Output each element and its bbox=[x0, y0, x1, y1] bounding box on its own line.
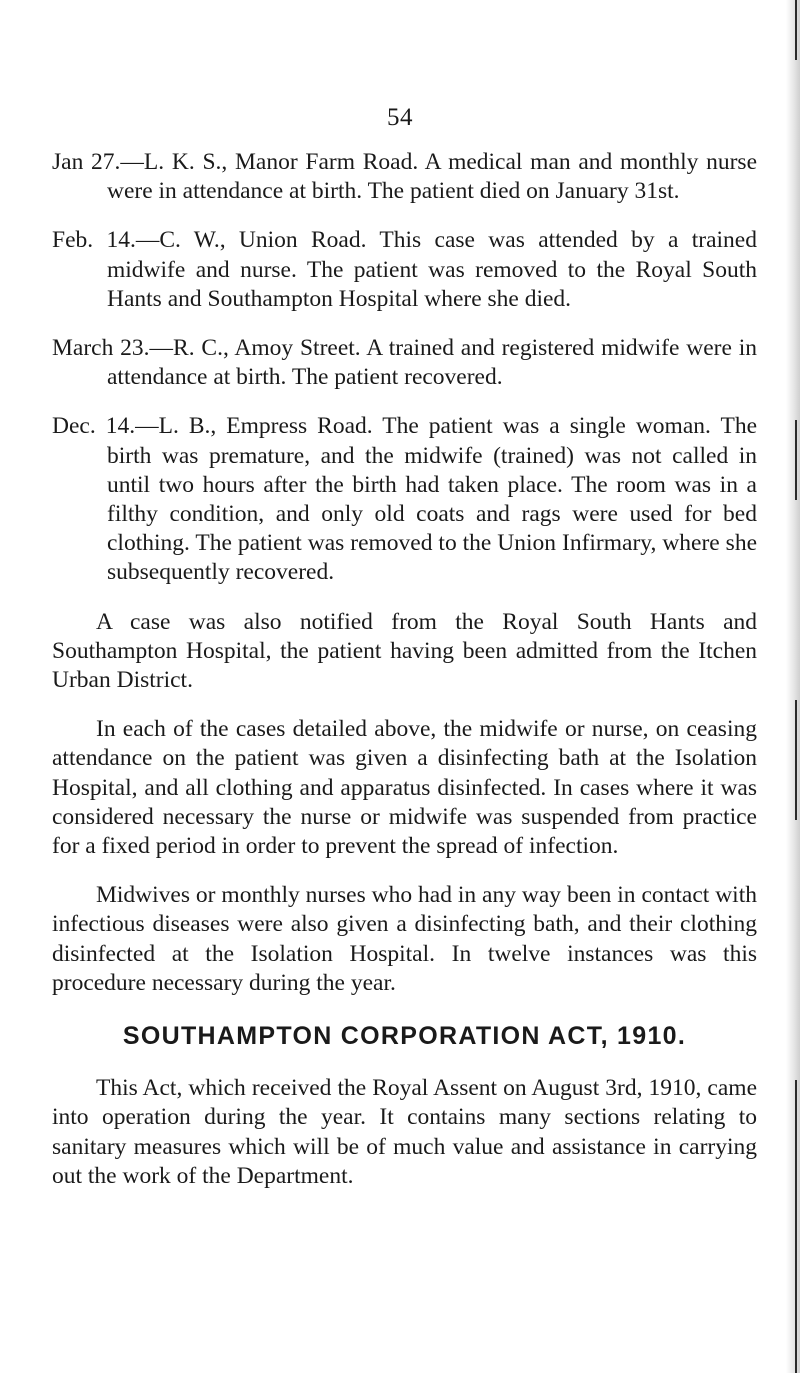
paragraph-disinfection: In each of the cases detailed above, the midwife or nurse, on ceasing attendance on the patient was given a disinfecting bath at the Isolation Hospital, and all clothing and apparatus disinfected. In cases where it was considered necessary the nurse or midwife was suspended from practice for a fixed period in order to prevent the spread of infection. bbox=[52, 716, 757, 860]
paragraph-midwives: Midwives or monthly nurses who had in any way been in contact with infectious diseases were also given a disinfecting bath, and their clothing disinfected at the Isolation Hospital. In twelve instances was this procedure necessary during the year. bbox=[52, 882, 757, 996]
case-entry-jan-27: Jan 27.—L. K. S., Manor Farm Road. A medical man and monthly nurse were in attendance at birth. The patient died on January 31st. bbox=[52, 149, 757, 205]
page-body bbox=[52, 148, 757, 1211]
page-number: 54 bbox=[387, 104, 413, 131]
paragraph-itchen-case: A case was also notified from the Royal South Hants and Southampton Hospital, the patient having been admitted from the Itchen Urban District. bbox=[52, 608, 757, 694]
page-edge-line bbox=[795, 700, 797, 820]
case-entry-feb-14: Feb. 14.—C. W., Union Road. This case was attended by a trained midwife and nurse. The patient was removed to the Royal South Hants and Southampton Hospital where she died. bbox=[52, 227, 757, 312]
section-heading: SOUTHAMPTON CORPORATION ACT, 1910. bbox=[122, 1022, 687, 1051]
paragraph-act: This Act, which received the Royal Assent on August 3rd, 1910, came into operation during the year. It contains many sections relating to sanitary measures which will be of much value and assistance in carrying out the work of the Department. bbox=[52, 1075, 757, 1189]
page-edge-line bbox=[795, 0, 797, 60]
case-entry-dec-14: Dec. 14.—L. B., Empress Road. The patient was a single woman. The birth was premature, and the midwife (trained) was not called in until two hours after the birth had taken place. The room was in a filthy condition, and only old coats and rags were used for bed clothing. The patient was removed to the Union Infirmary, where she subsequently recovered. bbox=[52, 413, 757, 586]
page-edge-line bbox=[795, 420, 797, 500]
page-edge-line bbox=[795, 1080, 797, 1373]
case-entry-march-23: March 23.—R. C., Amoy Street. A trained and registered midwife were in attendance at birth. The patient recovered. bbox=[52, 335, 757, 391]
page-edge-shadow bbox=[786, 0, 800, 1373]
